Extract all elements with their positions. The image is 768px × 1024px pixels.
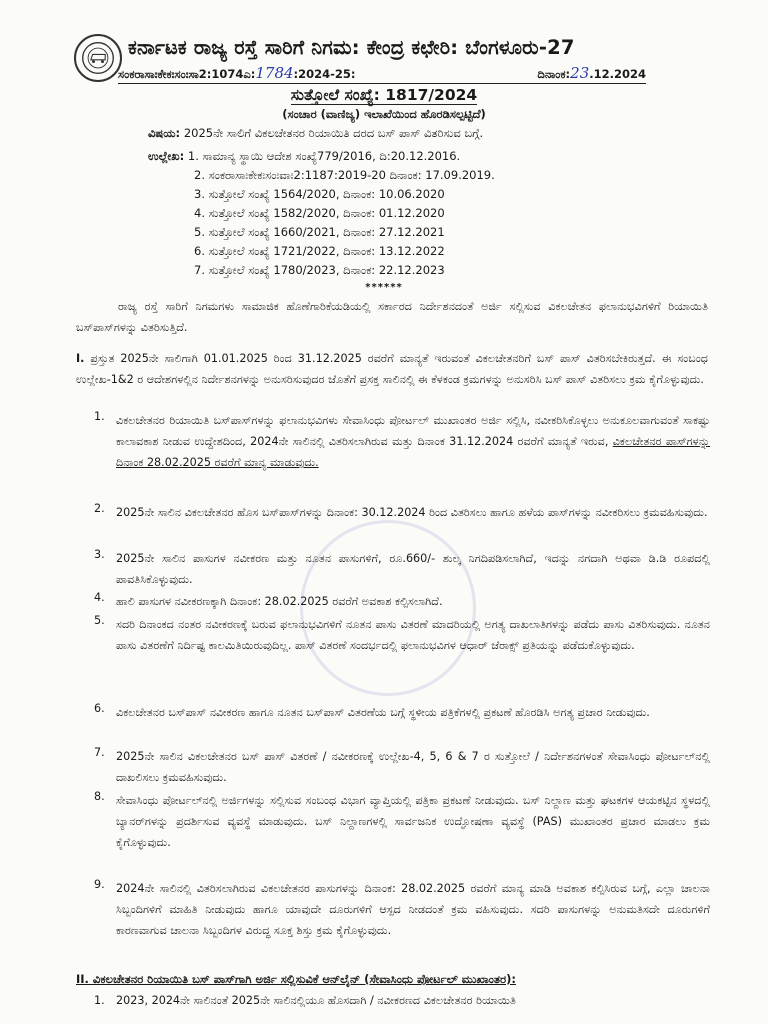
item-text: ಸದರಿ ದಿನಾಂಕದ ನಂತರ ನವೀಕರಣಕ್ಕೆ ಬರುವ ಫಲಾನುಭವಿಗಳಿಗೆ ನೂತನ ಪಾಸು ವಿತರಣೆ ಮಾದರಿಯಲ್ಲಿ ಅಗತ್ಯ ದಾಖಲಾತಿಗಳನ್ನು ಪಡೆದು ಪಾಸು ವಿತರಿಸುವುದು. ನೂತನ ಪಾಸು ವಿತರಣೆಗೆ ನಿರ್ದಿಷ್ಟ ಕಾಲಮಿತಿಯಿರುವುದಿಲ್ಲ. ಪಾಸ್ ವಿತರಣೆ ಸಂದರ್ಭದಲ್ಲಿ ಫಲಾನುಭವಿಗಳ ಆಧಾರ್ ಜೆರಾಕ್ಸ್ ಪ್ರತಿಯನ್ನು ಪಡೆದುಕೊಳ್ಳುವುದು. [116,618,710,652]
date-suffix: .12.2024 [589,67,646,81]
reference-item: 6. ಸುತ್ತೋಲೆ ಸಂಖ್ಯೆ 1721/2022, ದಿನಾಂಕ: 13.12.2022 [194,244,445,258]
department-note: (ಸಂಚಾರ (ವಾಣಿಜ್ಯ) ಇಲಾಖೆಯಿಂದ ಹೊರಡಿಸಲ್ಪಟ್ಟಿದೆ) [282,107,486,121]
item-number: 1. [94,994,105,1007]
subject-label: ವಿಷಯ: [148,126,181,140]
section-2-item [84,994,710,1008]
intro-paragraph: ರಾಜ್ಯ ರಸ್ತೆ ಸಾರಿಗೆ ನಿಗಮಗಳು ಸಾಮಾಜಿಕ ಹೊಣೆಗಾರಿಕೆಯಡಿಯಲ್ಲಿ ಸರ್ಕಾರದ ನಿರ್ದೇಶನದಂತೆ ಅರ್ಜಿ ಸಲ್ಲಿಸುವ ವಿಕಲಚೇತನ ಫಲಾನುಭವಿಗಳಿಗೆ ರಿಯಾಯಿತಿ ಬಸ್‌ಪಾಸ್‌ಗಳನ್ನು ವಿತರಿಸುತ್ತಿದೆ. [76,300,708,334]
list-item [84,548,710,590]
item-number: 7. [94,746,105,759]
item-text: ಸೇವಾಸಿಂಧು ಪೋರ್ಟಲ್‌ನಲ್ಲಿ ಅರ್ಜಿಗಳನ್ನು ಸಲ್ಲಿಸುವ ಸಂಬಂಧ ವಿಭಾಗ ವ್ಯಾಪ್ತಿಯಲ್ಲಿ ಪತ್ರಿಕಾ ಪ್ರಕಟಣೆ ನೀಡುವುದು. ಬಸ್ ನಿಲ್ದಾಣ ಮತ್ತು ಘಟಕಗಳ ಆಯಕಟ್ಟಿನ ಸ್ಥಳದಲ್ಲಿ ಬ್ಯಾನರ್‌ಗಳನ್ನು ಪ್ರದರ್ಶಿಸುವ ವ್ಯವಸ್ಥೆ ಮಾಡುವುದು. ಬಸ್ ನಿಲ್ದಾಣಗಳಲ್ಲಿ ಸಾರ್ವಜನಿಕ ಉದ್ಘೋಷಣಾ ವ್ಯವಸ್ಥೆ (PAS) ಮುಖಾಂತರ ಪ್ರಚಾರ ಮಾಡಲು ಕ್ರಮ ಕೈಗೊಳ್ಳುವುದು. [116,794,710,849]
organization-title: ಕರ್ನಾಟಕ ರಾಜ್ಯ ರಸ್ತೆ ಸಾರಿಗೆ ನಿಗಮ: ಕೇಂದ್ರ ಕಛೇರಿ: ಬೆಂಗಳೂರು-27 [128,36,575,59]
list-item [84,702,710,723]
section-1-paragraph [76,348,708,390]
reference-line [118,64,646,84]
item-text: 2024ನೇ ಸಾಲಿನಲ್ಲಿ ವಿತರಿಸಲಾಗಿರುವ ವಿಕಲಚೇತನರ ಪಾಸುಗಳನ್ನು ದಿನಾಂಕ: 28.02.2025 ರವರೆಗೆ ಮಾನ್ಯ ಮಾಡಿ ಅವಕಾಶ ಕಲ್ಪಿಸಿರುವ ಬಗ್ಗೆ, ಎಲ್ಲಾ ಚಾಲನಾ ಸಿಬ್ಬಂದಿಗಳಿಗೆ ಮಾಹಿತಿ ನೀಡುವುದು ಹಾಗೂ ಯಾವುದೇ ದೂರುಗಳಿಗೆ ಆಸ್ಪದ ನೀಡದಂತೆ ಕ್ರಮ ವಹಿಸುವುದು. ಸದರಿ ಪಾಸುಗಳನ್ನು ಅನುಮತಿಸದೇ ದೂರುಗಳಿಗೆ ಕಾರಣವಾಗುವ ಚಾಲನಾ ಸಿಬ್ಬಂದಿಗಳ ವಿರುದ್ಧ ಸೂಕ್ತ ಶಿಸ್ತು ಕ್ರಮ ಕೈಗೊಳ್ಳುವುದು. [116,882,710,937]
list-item [84,746,710,788]
references-block [148,147,708,280]
list-item [84,614,710,656]
item-number: 5. [94,614,105,627]
circular-number-heading [0,86,768,105]
section-1-number: I. [76,352,85,365]
handwritten-date-day: 23 [570,64,590,82]
reference-item: 2. ಸಂಕರಾಸಾಃಕೇಕಃಸಂಃವಾಃ2:1187:2019-20 ದಿನಾಂಕ: 17.09.2019. [194,168,495,182]
item-text: 2025ನೇ ಸಾಲಿನ ವಿಕಲಚೇತನರ ಬಸ್ ಪಾಸ್ ವಿತರಣೆ / ನವೀಕರಣಕ್ಕೆ ಉಲ್ಲೇಖ-4, 5, 6 & 7 ರ ಸುತ್ತೋಲೆ / ನಿರ್ದೇಶನಗಳಂತೆ ಸೇವಾಸಿಂಧು ಪೋರ್ಟಲ್‌ನಲ್ಲಿ ದಾಖಲಿಸಲು ಕ್ರಮವಹಿಸುವುದು. [116,750,710,784]
list-item [84,790,710,853]
item-number: 6. [94,702,105,715]
issue-date [537,64,646,82]
item-number: 2. [94,502,105,515]
reference-item: 5. ಸುತ್ತೋಲೆ ಸಂಖ್ಯೆ 1660/2021, ದಿನಾಂಕ: 27.12.2021 [194,225,445,239]
item-text: 2025ನೇ ಸಾಲಿನ ಪಾಸುಗಳ ನವೀಕರಣ ಮತ್ತು ನೂತನ ಪಾಸುಗಳಿಗೆ, ರೂ.660/- ಶುಲ್ಕ ನಿಗದಿಪಡಿಸಲಾಗಿದೆ, ಇದನ್ನು ನಗದಾಗಿ ಅಥವಾ ಡಿ.ಡಿ ರೂಪದಲ್ಲಿ ಪಾವತಿಸಿಕೊಳ್ಳುವುದು. [116,552,710,586]
underlined-text: ವಿಕಲಚೇತನರ ಪಾಸ್‌ಗಳನ್ನು ದಿನಾಂಕ 28.02.2025 ರವರೆಗೆ ಮಾನ್ಯ ಮಾಡುವುದು. [116,435,711,469]
item-number: 4. [94,591,105,604]
date-label: ದಿನಾಂಕ: [537,67,571,81]
list-item [84,878,710,941]
references-label: ಉಲ್ಲೇಖ: [148,149,185,163]
item-text: 2023, 2024ನೇ ಸಾಲಿನಂತೆ 2025ನೇ ಸಾಲಿನಲ್ಲಿಯೂ ಹೊಸದಾಗಿ / ನವೀಕರಣದ ವಿಕಲಚೇತನರ ರಿಯಾಯಿತಿ [116,994,516,1007]
ksrtc-emblem-icon [74,34,122,82]
item-number: 8. [94,790,105,803]
list-item [84,502,710,523]
circular-number: ಸುತ್ತೋಲೆ ಸಂಖ್ಯೆ: 1817/2024 [290,86,478,104]
reference-item: 3. ಸುತ್ತೋಲೆ ಸಂಖ್ಯೆ 1564/2020, ದಿನಾಂಕ: 10.06.2020 [194,187,445,201]
reference-number [118,64,356,82]
list-item [84,591,710,612]
subject-line [148,126,708,141]
item-text: ಹಾಲಿ ಪಾಸುಗಳ ನವೀಕರಣಕ್ಕಾಗಿ ದಿನಾಂಕ: 28.02.2025 ರವರೆಗೆ ಅವಕಾಶ ಕಲ್ಪಿಸಲಾಗಿದೆ. [116,595,443,608]
item-text: 2025ನೇ ಸಾಲಿನ ವಿಕಲಚೇತನರ ಹೊಸ ಬಸ್‌ಪಾಸ್‌ಗಳನ್ನು ದಿನಾಂಕ: 30.12.2024 ರಿಂದ ವಿತರಿಸಲು ಹಾಗೂ ಹಳೆಯ ಪಾಸ್‌ಗಳನ್ನು ನವೀಕರಿಸಲು ಕ್ರಮವಹಿಸುವುದು. [116,506,708,519]
reference-item: 1. ಸಾಮಾನ್ಯ ಸ್ಥಾಯಿ ಆದೇಶ ಸಂಖ್ಯೆ779/2016, ದಿ:20.12.2016. [187,149,461,163]
section-1-text: ಪ್ರಸ್ತುತ 2025ನೇ ಸಾಲಿಗಾಗಿ 01.01.2025 ರಿಂದ 31.12.2025 ರವರೆಗೆ ಮಾನ್ಯತೆ ಇರುವಂತೆ ವಿಕಲಚೇತನರಿಗೆ ಬಸ್ ಪಾಸ್ ವಿತರಿಸಬೇಕಿರುತ್ತದೆ. ಈ ಸಂಬಂಧ ಉಲ್ಲೇಖ-1&2 ರ ಆದೇಶಗಳಲ್ಲಿನ ನಿರ್ದೇಶನಗಳನ್ನು ಅನುಸರಿಸುವುದರ ಜೊತೆಗೆ ಪ್ರಸಕ್ತ ಸಾಲಿನಲ್ಲಿ ಈ ಕೆಳಕಂಡ ಕ್ರಮಗಳನ್ನು ಅನುಸರಿಸಿ ಬಸ್ ಪಾಸ್ ವಿತರಿಸಲು ಕ್ರಮ ಕೈಗೊಳ್ಳುವುದು. [76,352,708,386]
separator: ****** [365,282,403,293]
list-item [84,410,710,473]
item-number: 9. [94,878,105,891]
item-text: ವಿಕಲಚೇತನರ ರಿಯಾಯಿತಿ ಬಸ್‌ಪಾಸ್‌ಗಳನ್ನು ಫಲಾನುಭವಿಗಳು ಸೇವಾಸಿಂಧು ಪೋರ್ಟಲ್ ಮುಖಾಂತರ ಅರ್ಜಿ ಸಲ್ಲಿಸಿ, ನವೀಕರಿಸಿಕೊಳ್ಳಲು ಅನುಕೂಲವಾಗುವಂತೆ ಸಾಕಷ್ಟು ಕಾಲಾವಕಾಶ ನೀಡುವ ಉದ್ದೇಶದಿಂದ, 2024ನೇ ಸಾಲಿನಲ್ಲಿ ವಿತರಿಸಲಾಗಿರುವ ಮತ್ತು ದಿನಾಂಕ 31.12.2024 ರವರೆಗೆ ಮಾನ್ಯತೆ ಇರುವ, ವಿಕಲಚೇತನರ ಪಾಸ್‌ಗಳನ್ನು ದಿನಾಂಕ 28.02.2025 ರವರೆಗೆ ಮಾನ್ಯ ಮಾಡುವುದು. [116,414,711,469]
handwritten-ref-number: 1784 [255,64,294,82]
reference-suffix: :2024-25: [293,67,356,81]
item-number: 3. [94,548,105,561]
subject-text: 2025ನೇ ಸಾಲಿಗೆ ವಿಕಲಚೇತನರ ರಿಯಾಯಿತಿ ದರದ ಬಸ್ ಪಾಸ್ ವಿತರಿಸುವ ಬಗ್ಗೆ. [183,126,484,140]
reference-prefix: ಸಂಕರಾಸಾಃಕೇಕಃಸಂಃಸಾ2:1074ಎ: [118,67,256,81]
section-2-heading: II. ವಿಕಲಚೇತನರ ರಿಯಾಯಿತಿ ಬಸ್ ಪಾಸ್‌ಗಾಗಿ ಅರ್ಜಿ ಸಲ್ಲಿಸುವಿಕೆ ಆನ್‌ಲೈನ್ (ಸೇವಾಸಿಂಧು ಪೋರ್ಟಲ್ ಮುಖಾಂತರ): [76,972,516,986]
item-text: ವಿಕಲಚೇತನರ ಬಸ್‌ಪಾಸ್ ನವೀಕರಣ ಹಾಗೂ ನೂತನ ಬಸ್‌ಪಾಸ್ ವಿತರಣೆಯ ಬಗ್ಗೆ ಸ್ಥಳೀಯ ಪತ್ರಿಕೆಗಳಲ್ಲಿ ಪ್ರಕಟಣೆ ಹೊರಡಿಸಿ ಅಗತ್ಯ ಪ್ರಚಾರ ನೀಡುವುದು. [116,706,650,719]
item-number: 1. [94,410,105,423]
reference-item: 7. ಸುತ್ತೋಲೆ ಸಂಖ್ಯೆ 1780/2023, ದಿನಾಂಕ: 22.12.2023 [194,263,445,277]
reference-item: 4. ಸುತ್ತೋಲೆ ಸಂಖ್ಯೆ 1582/2020, ದಿನಾಂಕ: 01.12.2020 [194,206,445,220]
